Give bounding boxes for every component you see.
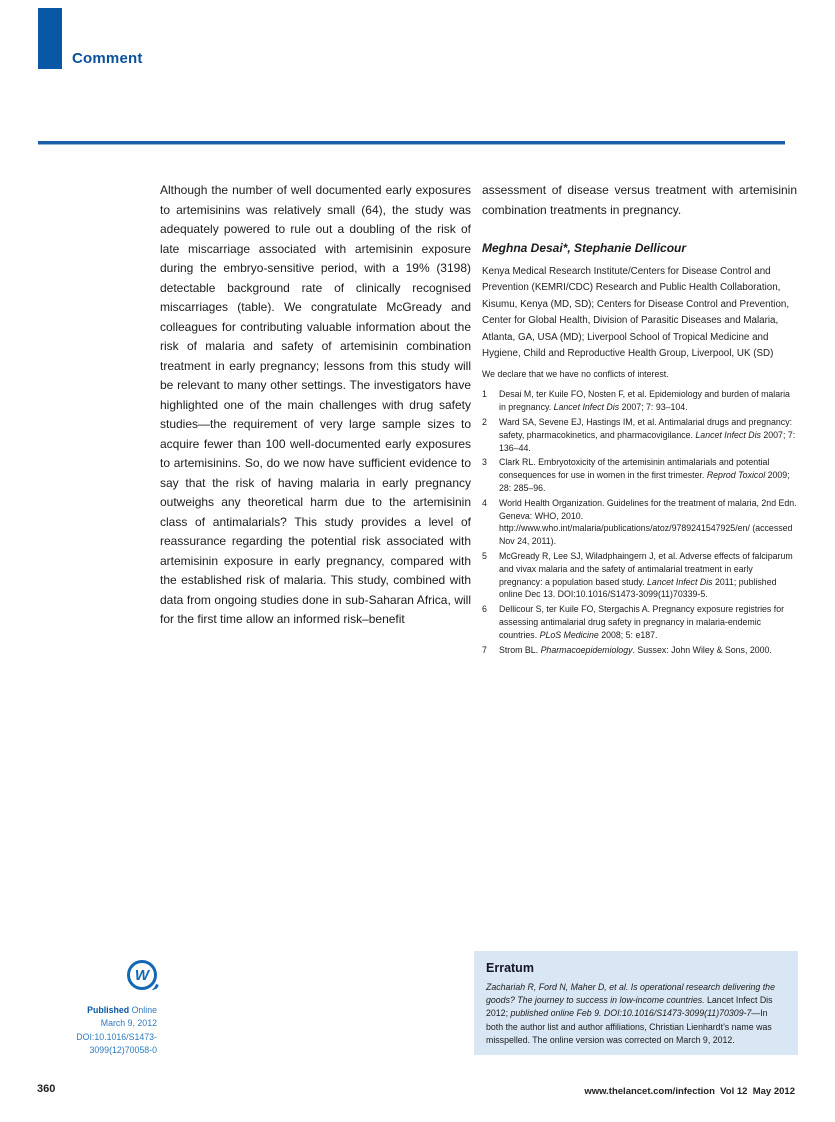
header-rule: [38, 141, 785, 145]
reference-number: 1: [482, 389, 487, 400]
published-online-line: March 9, 2012: [100, 1018, 157, 1029]
affiliations-text: Kenya Medical Research Institute/Centers for Disease Control and Prevention (KEMRI/CDC) Research and Public Health Collaboration, Kisumu, Kenya (MD, SD); Centers for Disease Control and Prevention, Center for Global Health, Division of Parasitic Diseases and Malaria, Atlanta, GA, USA (MD); Liverpool School of Tropical Medicine and Hygiene, Child and Reproductive Health Group, Liverpool, UK (SD): [482, 266, 790, 360]
footer-journal-info: www.thelancet.com/infection Vol 12 May 2012: [584, 1086, 795, 1097]
author-line: Meghna Desai*, Stephanie Dellicour: [482, 241, 687, 255]
reference-item: [482, 497, 797, 548]
published-online-line: Published Online: [87, 1005, 157, 1015]
body-column-left: Although the number of well documented early exposures to artemisinins was relatively small (64), the study was adequately powered to rule out a doubling of the risk of late miscarriage associated with artemisinin exposure during the embryo-sensitive period, with a 19% (3198) detectable background rate of clinically recognised miscarriages (table). We congratulate McGready and colleagues for contributing valuable information about the risk of malaria and safety of artemisinin combination treatment in early pregnancy; lessons from this study will be relevant to many other settings. The investigators have highlighted one of the main challenges with drug safety studies—the requirement of very large sample sizes to acquire fewer than 100 well-documented early exposures to artemisinins. So, do we now have sufficient evidence to say that the risk of having malaria in early pregnancy outweighs any theoretical harm due to the artemisinin class of antimalarials? This study provides a level of reassurance regarding the potential risk associated with artemisinin exposure in early pregnancy, compared with the established risk of malaria. This study, combined with data from ongoing studies done in sub-Saharan Africa, will for the first time allow an informed risk–benefit: [160, 183, 471, 626]
reference-number: 4: [482, 497, 487, 508]
reference-text: McGready R, Lee SJ, Wiladphaingern J, et al. Adverse effects of falciparum and vivax malaria and the safety of antimalarial treatment in early pregnancy: a population based study. Lancet Infect Dis 2011; published online Dec 13. DOI:10.1016/S1473-3099(11)70339-5.: [499, 551, 793, 600]
erratum-text: Zachariah R, Ford N, Maher D, et al. Is operational research delivering the goods? The journey to success in low-income countries. Lancet Infect Dis 2012; published online Feb 9. DOI:10.1016/S1473-3099(11)70309-7—In both the author list and author affiliations, Christian Lienhardt’s name was misspelled. The online version was corrected on March 9, 2012.: [486, 982, 775, 1045]
conflict-declaration: We declare that we have no conflicts of interest.: [482, 369, 669, 380]
reference-item: [482, 550, 797, 601]
published-online-logo-icon: [127, 960, 157, 990]
reference-list: [482, 388, 797, 656]
reference-item: [482, 416, 797, 454]
published-online-line: 3099(12)70058-0: [89, 1045, 157, 1056]
published-online-note: [55, 1004, 157, 1058]
page-number: 360: [37, 1083, 56, 1095]
reference-number: 6: [482, 604, 487, 615]
section-title: Comment: [72, 50, 143, 67]
erratum-box: [474, 951, 798, 1055]
reference-item: [482, 644, 797, 657]
reference-number: 5: [482, 551, 487, 561]
erratum-title: Erratum: [486, 961, 534, 975]
body-paragraph-continued: assessment of disease versus treatment with artemisinin combination treatments in pregnancy.: [482, 183, 797, 217]
reference-text: Dellicour S, ter Kuile FO, Stergachis A. Pregnancy exposure registries for assessing antimalarial drug safety in pregnancy in malaria-endemic countries. PLoS Medicine 2008; 5: e187.: [499, 604, 785, 640]
logo-letter: W: [134, 966, 150, 984]
reference-text: Ward SA, Sevene EJ, Hastings IM, et al. Antimalarial drugs and pregnancy: safety, pharmacokinetics, and pharmacovigilance. Lancet Infect Dis 2007; 7: 136–44.: [499, 417, 796, 453]
reference-text: Clark RL. Embryotoxicity of the artemisinin antimalarials and potential consequences for use in women in the first trimester. Reprod Toxicol 2009; 28: 285–96.: [499, 457, 790, 494]
reference-text: Desai M, ter Kuile FO, Nosten F, et al. Epidemiology and burden of malaria in pregnancy. Lancet Infect Dis 2007; 7: 93–104.: [499, 389, 790, 413]
reference-item: [482, 603, 797, 641]
body-column-right: [482, 181, 797, 658]
reference-text: Strom BL. Pharmacoepidemiology. Sussex: John Wiley & Sons, 2000.: [499, 644, 772, 655]
reference-text: World Health Organization. Guidelines for the treatment of malaria, 2nd Edn. Geneva: WHO, 2010. http://www.who.int/malaria/publications/atoz/9789241547925/en/ (accessed Nov 24, 2011).: [499, 497, 797, 547]
section-color-bar: [38, 8, 62, 69]
reference-item: [482, 388, 797, 414]
published-online-line: DOI:10.1016/S1473-: [76, 1031, 157, 1042]
reference-number: 3: [482, 457, 487, 468]
reference-number: 2: [482, 417, 487, 428]
reference-number: 7: [482, 644, 487, 655]
reference-item: [482, 456, 797, 494]
